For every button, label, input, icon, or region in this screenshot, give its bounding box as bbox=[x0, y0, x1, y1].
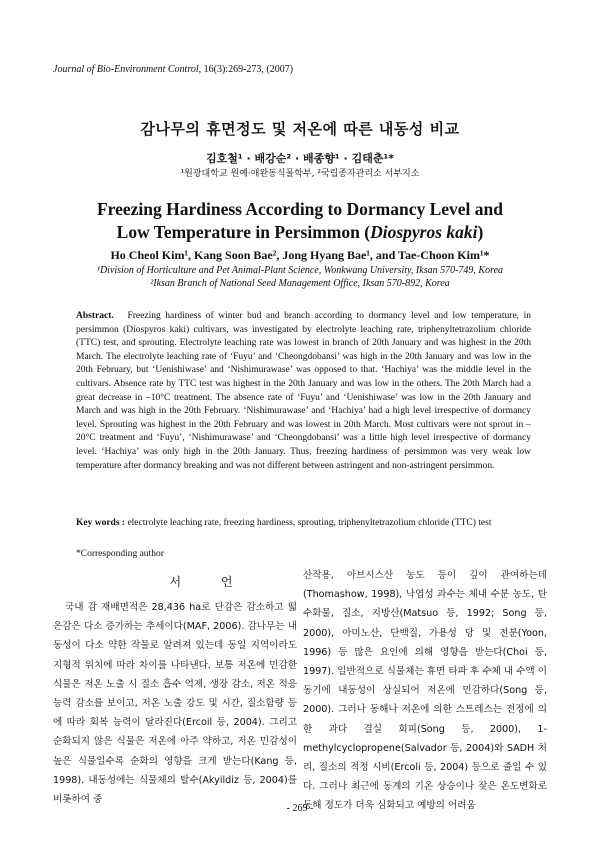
right-column bbox=[303, 566, 547, 816]
species-name: Diospyros kaki bbox=[370, 222, 478, 242]
english-title-line2 bbox=[0, 221, 600, 244]
journal-volume: 16(3):269-273, (2007) bbox=[203, 64, 294, 75]
english-authors: Ho Cheol Kim¹, Kang Soon Bae², Jong Hyang Bae¹, and Tae-Choon Kim¹* bbox=[110, 248, 490, 262]
keywords-label: Key words : bbox=[76, 518, 126, 528]
abstract-label: Abstract. bbox=[76, 311, 114, 321]
korean-title: 감나무의 휴면정도 및 저온에 따른 내동성 비교 bbox=[140, 120, 460, 138]
journal-name: Journal of Bio-Environment Control, bbox=[53, 64, 202, 75]
english-title bbox=[0, 198, 600, 244]
english-title-line2-end: ) bbox=[477, 222, 484, 242]
abstract bbox=[76, 310, 531, 473]
english-title-line1: Freezing Hardiness According to Dormancy Level and bbox=[96, 199, 504, 219]
english-title-line2-text: Low Temperature in Persimmon ( bbox=[116, 222, 371, 242]
korean-affiliation: ¹원광대학교 원예·애완동식물학부, ²국립종자관리소 서부지소 bbox=[180, 169, 420, 179]
keywords bbox=[76, 517, 531, 530]
section-heading: 서 언 bbox=[169, 575, 251, 589]
korean-authors: 김호철¹ · 배강순² · 배종향¹ · 김태춘¹* bbox=[205, 152, 395, 165]
keywords-text: electrolyte leaching rate, freezing hardiness, sprouting, triphenyltetrazolium chloride (TTC) test bbox=[127, 518, 492, 528]
left-column-text: 국내 감 재배면적은 28,436 ha로 단감은 감소하고 떫은감은 다소 증가하는 추세이다(MAF, 2006). 감나무는 내동성이 다소 약한 작물로 알려져 있는데 동일 지역이라도 지형적 위치에 따라 차이를 나타낸다. 보통 저온에 민감한 식물은 저온 노출 시 질소 흡수 억제, 생장 감소, 저온 적응능력 감소를 보이고, 저온 노출 강도 및 시간, 질소함량 등에 따라 회복 능력이 달라진다(Ercoil 등, 2004). 그리고 순화되지 않은 식물은 저온에 아주 약하고, 저온 민감성이 높은 식물일수록 순화의 영향을 크게 받는다(Kang 등, 1998). 내동성에는 식물체의 탈수(Akyildiz 등, 2004)를 비롯하여 중 bbox=[53, 602, 297, 806]
journal-citation bbox=[53, 64, 293, 75]
english-affiliations bbox=[0, 264, 600, 290]
page-number: - 269 - bbox=[286, 803, 314, 814]
abstract-text: Freezing hardiness of winter bud and branch according to dormancy level and low temperature, in persimmon (Diospyros kaki) cultivars, was investigated by electrolyte leaching rate, triphenyltetrazolium chloride (TTC) test, and sprouting. Electrolyte leaching rate was lowest in branch of 20th January and was highest in the 20th March. The electrolyte leaching rate of ‘Fuyu’ and ‘Cheongdobansi’ was high in the 20th January and was low in the 20th February, but ‘Uenishiwase’ and ‘Nishimurawase’ was opposed to that. ‘Hachiya’ was the middle level in the cultivars. Absence rate by TTC test was highest in the 20th January and was low in the others. The 20th March had a great decrease in –10°C treatment. The absence rate of ‘Fuyu’ and ‘Uenishiwase’ was low in the 20th January and March and was high in the 20th February. ‘Nishimurawase’ and ‘Hachiya’ had a high level irrespective of dormancy level. Sprouting was highest in the 20th February and was lowest in 20th March. Most cultivars were not sprout in –20°C treatment and ‘Fuyu’, ‘Nishimurawase’ and ‘Cheongdobansi’ was a little high level irrespective of dormancy level. ‘Hachiya’ was only high in the 20th January. Thus, freezing hardiness of persimmon was very weak low temperature after dormancy breaking and was not different between astringent and non-astringent persimmon. bbox=[76, 311, 532, 471]
corresponding-author-note: *Corresponding author bbox=[76, 549, 164, 559]
left-column bbox=[53, 598, 297, 809]
right-column-text: 산작용, 아브시스산 농도 등이 깊이 관여하는데(Thomashow, 1998), 낙엽성 과수는 체내 수분 농도, 탄수화물, 질소, 지방산(Matsuo 등, 1992; Song 등, 2000), 아미노산, 단백질, 가용성 당 및 전분(Yoon, 1996) 등 많은 요인에 의해 영향을 받는다(Choi 등, 1997). 일반적으로 식물체는 휴면 타파 후 수체 내 수액 이동기에 내동성이 상실되어 저온에 민감하다(Song 등, 2000). 그러나 동해나 저온에 의한 스트레스는 전정에 의한 과다 결실 회피(Song 등, 2000), 1-methylcyclopropene(Salvador 등, 2004)와 SADH 처리, 질소의 적정 시비(Ercoli 등, 2004) 등으로 줄일 수 있다. 그러나 최근에 동계의 기온 상승이나 잦은 온도변화로 동해 정도가 더욱 심화되고 예방의 어려움 bbox=[303, 570, 548, 812]
affiliation-2: ²Iksan Branch of National Seed Management Office, Iksan 570-892, Korea bbox=[150, 278, 450, 289]
affiliation-1: ¹Division of Horticulture and Pet Animal-Plant Science, Wonkwang University, Iksan 570-749, Korea bbox=[96, 265, 504, 276]
